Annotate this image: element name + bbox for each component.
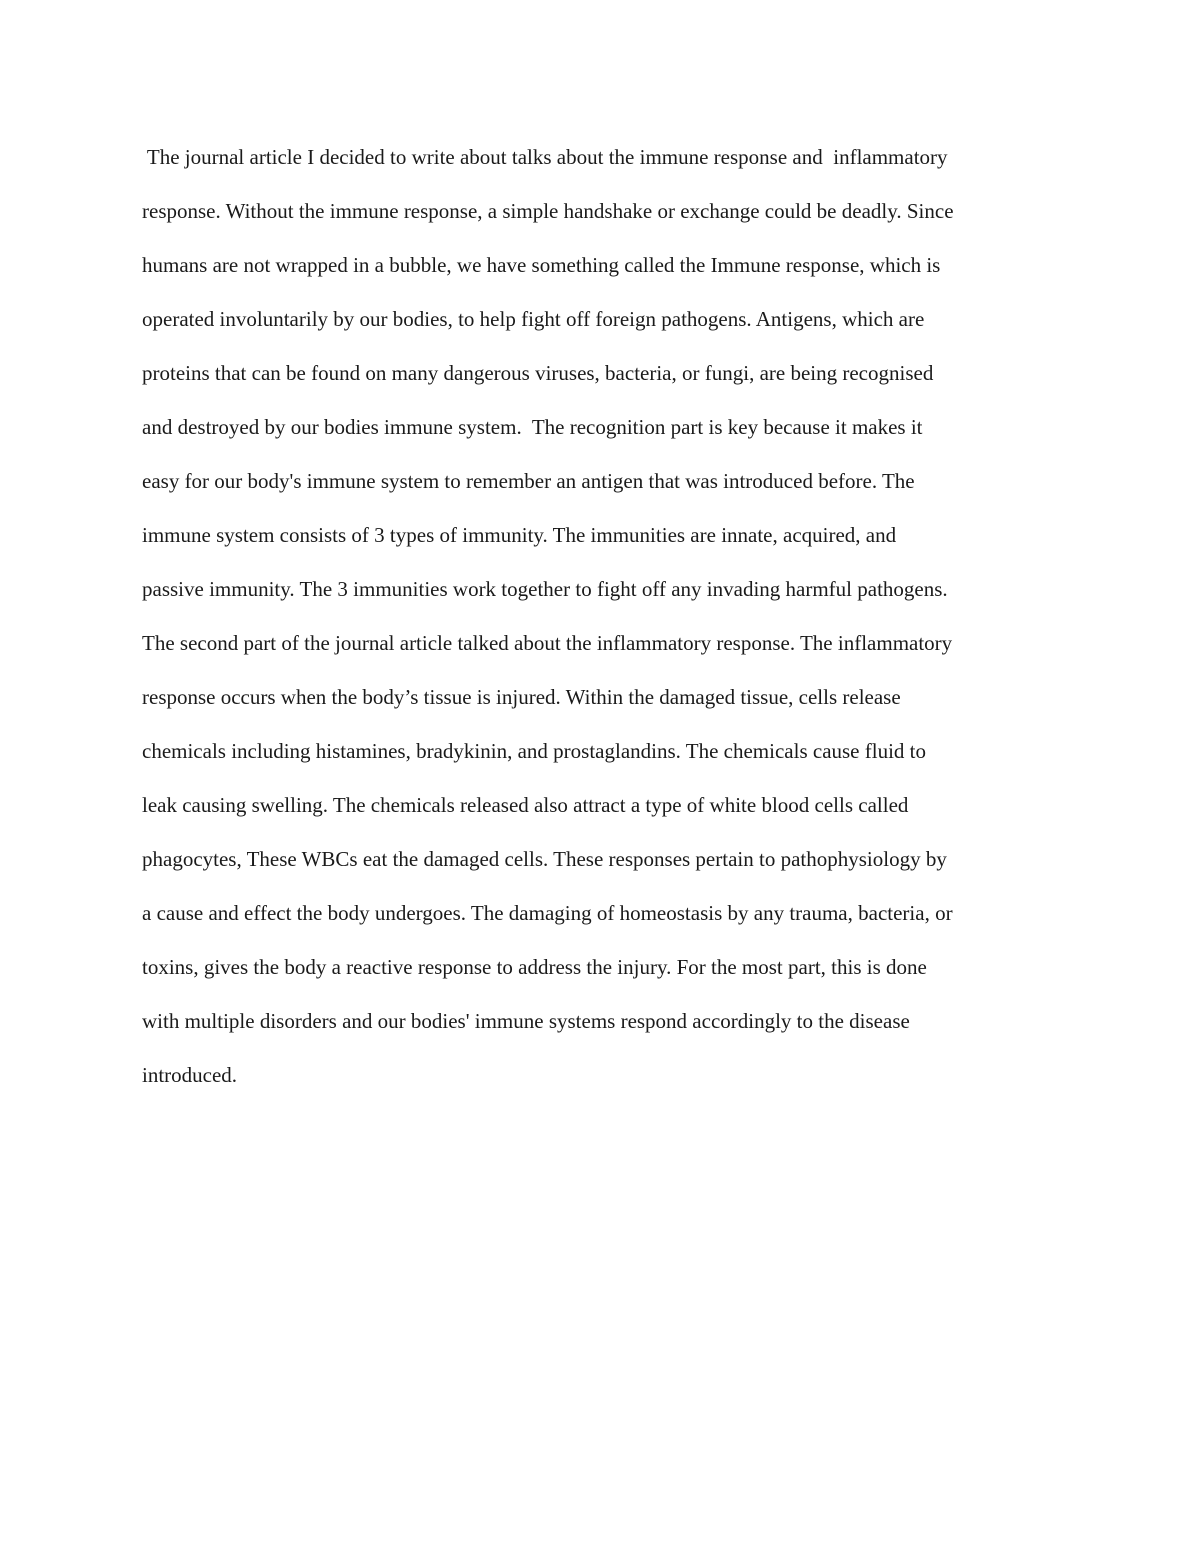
paragraph-line: phagocytes, These WBCs eat the damaged cells. These responses pertain to pathophysiology by: [142, 847, 947, 871]
paragraph-line: and destroyed by our bodies immune system. The recognition part is key because it makes it: [142, 415, 923, 439]
paragraph-line: response occurs when the body’s tissue is injured. Within the damaged tissue, cells release: [142, 685, 901, 709]
paragraph-line: with multiple disorders and our bodies' immune systems respond accordingly to the disease: [142, 1009, 910, 1033]
paragraph-line: toxins, gives the body a reactive response to address the injury. For the most part, this is done: [142, 955, 927, 979]
paragraph-line: passive immunity. The 3 immunities work together to fight off any invading harmful pathogens.: [142, 577, 948, 601]
paragraph-line: chemicals including histamines, bradykinin, and prostaglandins. The chemicals cause fluid to: [142, 739, 927, 763]
paragraph-line: humans are not wrapped in a bubble, we have something called the Immune response, which is: [142, 253, 941, 277]
paragraph-line: The journal article I decided to write about talks about the immune response and inflammatory: [142, 145, 948, 169]
essay-paragraph: [142, 130, 1062, 1102]
paragraph-line: a cause and effect the body undergoes. The damaging of homeostasis by any trauma, bacteria, or: [142, 901, 953, 925]
paragraph-line: easy for our body's immune system to remember an antigen that was introduced before. The: [142, 469, 915, 493]
paragraph-line: leak causing swelling. The chemicals released also attract a type of white blood cells called: [142, 793, 909, 817]
paragraph-line: proteins that can be found on many dangerous viruses, bacteria, or fungi, are being recognised: [142, 361, 934, 385]
paragraph-line: introduced.: [142, 1063, 238, 1087]
paragraph-line: immune system consists of 3 types of immunity. The immunities are innate, acquired, and: [142, 523, 897, 547]
paragraph-line: The second part of the journal article talked about the inflammatory response. The inflammatory: [142, 631, 953, 655]
paragraph-line: response. Without the immune response, a simple handshake or exchange could be deadly. Since: [142, 199, 954, 223]
paragraph-line: operated involuntarily by our bodies, to help fight off foreign pathogens. Antigens, which are: [142, 307, 925, 331]
